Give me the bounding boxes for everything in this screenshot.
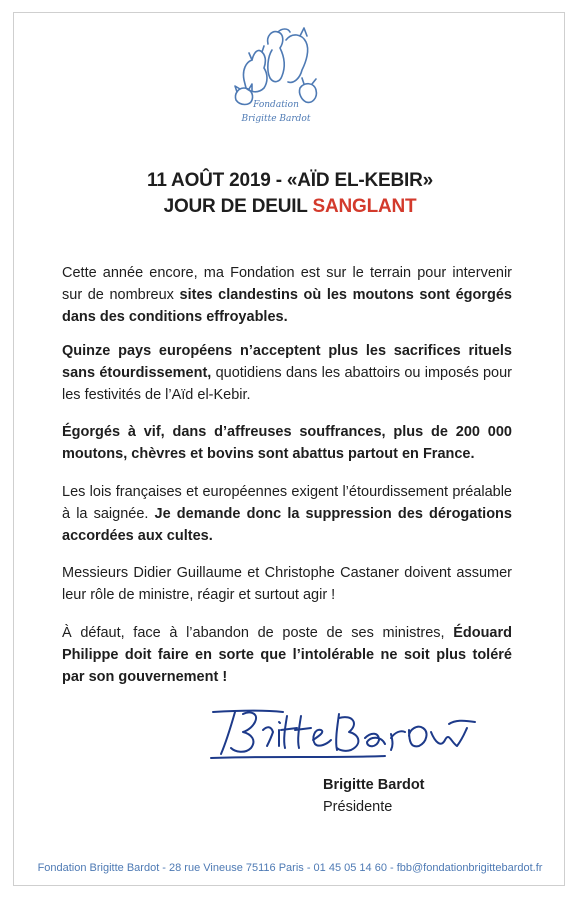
paragraph-4 [62, 481, 512, 547]
paragraph-4-text: Les lois françaises et européennes exigent l’étourdissement préalable à la saignée. [62, 484, 512, 522]
paragraph-2 [62, 340, 512, 406]
paragraph-3-bold: Égorgés à vif, dans d’affreuses souffrances, plus de 200 000 moutons, chèvres et bovins sont abattus partout en France. [62, 424, 512, 462]
logo-text-line1: Fondation [253, 100, 299, 110]
paragraph-1-bold: sites clandestins où les moutons sont égorgés dans des conditions effroyables. [62, 287, 512, 325]
paragraph-5 [62, 562, 512, 606]
headline-emphasis: SANGLANT [312, 196, 417, 217]
paragraph-2-text: quotidiens dans les abattoirs ou imposés pour les festivités de l’Aïd el-Kebir. [62, 365, 512, 403]
paragraph-2-bold: Quinze pays européens n’acceptent plus les sacrifices rituels sans étourdissement, [62, 343, 512, 381]
paragraph-4-bold: Je demande donc la suppression des dérogations accordées aux cultes. [62, 506, 512, 544]
signer-name: Brigitte Bardot [323, 777, 425, 793]
logo-text-line2: Brigitte Bardot [241, 114, 311, 124]
fondation-logo [222, 22, 330, 132]
paragraph-1-text: Cette année encore, ma Fondation est sur le terrain pour intervenir sur de nombreux [62, 265, 512, 303]
signer-title: Présidente [323, 799, 393, 815]
headline-subtitle-text: JOUR DE DEUIL [163, 196, 313, 217]
paragraph-6 [62, 622, 512, 688]
paragraph-6-bold: Édouard Philippe doit faire en sorte que l’intolérable ne soit plus toléré par son gouvernement ! [62, 625, 512, 685]
paragraph-6-text: À défaut, face à l’abandon de poste de ses ministres, [62, 625, 454, 641]
handwritten-signature [205, 702, 485, 764]
headline-date: 11 AOÛT 2019 - «AÏD EL-KEBIR» [147, 170, 433, 191]
footer-address: Fondation Brigitte Bardot - 28 rue Vineuse 75116 Paris - 01 45 05 14 60 - fbb@fondationbrigittebardot.fr [37, 862, 543, 874]
headline-subtitle [0, 196, 580, 218]
paragraph-5-text: Messieurs Didier Guillaume et Christophe Castaner doivent assumer leur rôle de ministre, réagir et surtout agir ! [62, 565, 512, 603]
paragraph-3 [62, 421, 512, 465]
paragraph-1 [62, 262, 512, 328]
